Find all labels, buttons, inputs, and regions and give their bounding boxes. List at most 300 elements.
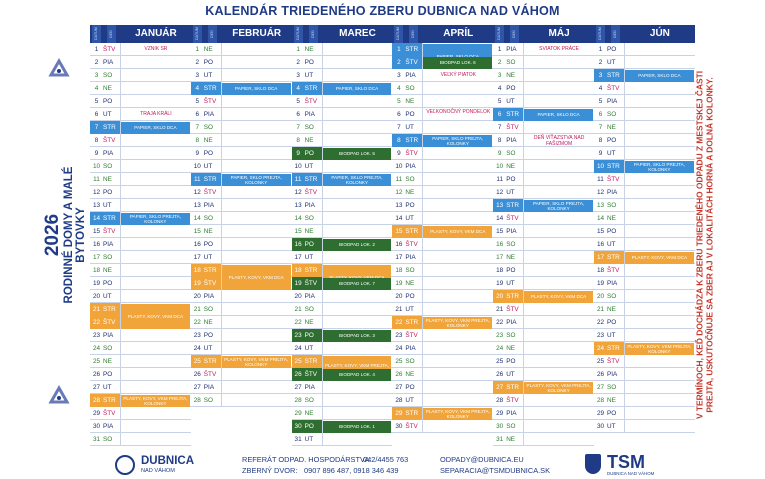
weekday-label: PO bbox=[607, 319, 617, 326]
day-number: 27 bbox=[92, 384, 101, 391]
day-row bbox=[493, 420, 594, 433]
day-number: 6 bbox=[296, 111, 300, 118]
ref-phone: 042/4455 763 bbox=[363, 455, 409, 464]
cell-divider bbox=[322, 433, 323, 446]
day-number: 23 bbox=[395, 332, 403, 339]
weekday-label: ŠTV bbox=[203, 280, 217, 287]
biowaste-event: BIODPAD LOK. 6 bbox=[423, 57, 492, 69]
day-number: 21 bbox=[496, 306, 504, 313]
weekday-label: ŠTV bbox=[405, 150, 418, 157]
day-row bbox=[392, 199, 493, 212]
day-number: 26 bbox=[193, 371, 201, 378]
day-row bbox=[191, 69, 292, 82]
day-row bbox=[191, 134, 292, 147]
day-number: 22 bbox=[92, 319, 101, 326]
cell-divider bbox=[221, 147, 222, 160]
cell-divider bbox=[422, 173, 423, 186]
tsm-name: TSM bbox=[607, 452, 645, 472]
day-number: 10 bbox=[395, 163, 403, 170]
plastic-metal-event: PLASTY, KOVY, VKM DCA bbox=[524, 291, 593, 303]
day-number: 2 bbox=[397, 59, 401, 66]
weekday-label: UT bbox=[607, 332, 616, 339]
cell-divider bbox=[221, 225, 222, 238]
weekday-label: ŠTV bbox=[506, 124, 519, 131]
right-note-line-2: PREJTA, USKUTOČŇUJE SA ZBER AJ V LOKALITÁCH HORNÁ A DOLNÁ KOLONKY. bbox=[704, 77, 714, 413]
day-row bbox=[90, 173, 191, 186]
cell-divider bbox=[221, 394, 222, 407]
holiday-note: VEĽKONOČNÝ PONDELOK bbox=[426, 108, 491, 115]
day-number: 19 bbox=[596, 280, 605, 287]
weekday-label: PIA bbox=[506, 319, 517, 326]
day-number: 12 bbox=[92, 189, 101, 196]
weekday-label: UT bbox=[203, 163, 213, 170]
weekday-label: PIA bbox=[506, 46, 517, 53]
weekday-label: SO bbox=[405, 85, 415, 92]
day-row bbox=[292, 407, 393, 420]
cell-divider bbox=[422, 82, 423, 95]
cell-divider bbox=[422, 381, 423, 394]
day-row bbox=[392, 121, 493, 134]
day-row bbox=[493, 121, 594, 134]
day-row bbox=[594, 43, 695, 56]
weekday-label: NE bbox=[405, 371, 415, 378]
cell-divider bbox=[422, 394, 423, 407]
day-number: 16 bbox=[395, 241, 403, 248]
day-number: 11 bbox=[395, 176, 403, 183]
day-number: 1 bbox=[94, 46, 99, 53]
cell-divider bbox=[422, 95, 423, 108]
day-row bbox=[90, 199, 191, 212]
cell-divider bbox=[120, 381, 121, 394]
day-row bbox=[594, 173, 695, 186]
cell-divider bbox=[523, 251, 524, 264]
city-crest-icon bbox=[115, 455, 135, 475]
weekday-label: UT bbox=[304, 436, 314, 443]
cell-divider bbox=[624, 303, 625, 316]
day-row bbox=[292, 121, 393, 134]
cell-divider bbox=[120, 186, 121, 199]
holiday-note: SVIATOK PRÁCE bbox=[539, 46, 579, 52]
day-row bbox=[90, 251, 191, 264]
cell-divider bbox=[624, 147, 625, 160]
cell-divider bbox=[120, 108, 121, 121]
day-number: 9 bbox=[296, 150, 300, 157]
day-number: 29 bbox=[92, 410, 101, 417]
cell-divider bbox=[523, 355, 524, 368]
day-row bbox=[90, 56, 191, 69]
day-number: 20 bbox=[294, 293, 302, 300]
weekday-label: STR bbox=[203, 85, 217, 92]
day-number: 27 bbox=[193, 384, 201, 391]
weekday-label: UT bbox=[607, 59, 616, 66]
weekday-label: SO bbox=[405, 176, 415, 183]
day-number: 1 bbox=[497, 46, 502, 53]
weekday-label: UT bbox=[304, 72, 314, 79]
weekday-label: UT bbox=[506, 371, 515, 378]
day-number: 5 bbox=[598, 98, 603, 105]
cell-divider bbox=[422, 420, 423, 433]
day-number: 15 bbox=[596, 228, 605, 235]
cell-divider bbox=[120, 238, 121, 251]
month-name: JANUÁR bbox=[135, 28, 177, 39]
cell-divider bbox=[422, 264, 423, 277]
day-row bbox=[90, 134, 191, 147]
day-row bbox=[594, 238, 695, 251]
day-row bbox=[191, 225, 292, 238]
cell-divider bbox=[322, 160, 323, 173]
cell-divider bbox=[624, 407, 625, 420]
day-row bbox=[594, 108, 695, 121]
cell-divider bbox=[120, 355, 121, 368]
day-number: 17 bbox=[596, 254, 605, 261]
cell-divider bbox=[221, 43, 222, 56]
biowaste-event: BIODPAD LOK. 5 bbox=[323, 148, 392, 160]
weekday-label: NE bbox=[607, 124, 616, 131]
weekday-label: NE bbox=[203, 228, 213, 235]
weekday-label: SO bbox=[203, 124, 214, 131]
day-row bbox=[392, 95, 493, 108]
weekday-label: PIA bbox=[203, 293, 215, 300]
weekday-label: SO bbox=[203, 306, 214, 313]
cell-divider bbox=[422, 108, 423, 121]
cell-divider bbox=[422, 342, 423, 355]
weekday-label: ŠTV bbox=[304, 280, 318, 287]
day-number: 18 bbox=[496, 267, 504, 274]
day-row bbox=[191, 212, 292, 225]
weekday-label: SO bbox=[203, 215, 214, 222]
day-number: 3 bbox=[296, 72, 300, 79]
day-number: 31 bbox=[92, 436, 101, 443]
cell-divider bbox=[322, 342, 323, 355]
day-number: 5 bbox=[195, 98, 200, 105]
day-row bbox=[292, 303, 393, 316]
cell-divider bbox=[322, 381, 323, 394]
day-row bbox=[594, 212, 695, 225]
day-number: 24 bbox=[496, 345, 504, 352]
weekday-label: PIA bbox=[304, 384, 315, 391]
weekday-label: UT bbox=[506, 280, 515, 287]
weekday-label: STR bbox=[103, 124, 116, 131]
weekday-label: PIA bbox=[506, 410, 517, 417]
header-date-label: DÁTUM bbox=[193, 25, 202, 43]
cell-divider bbox=[624, 82, 625, 95]
cell-divider bbox=[523, 394, 524, 407]
weekday-label: ŠTV bbox=[304, 371, 318, 378]
day-row bbox=[594, 264, 695, 277]
weekday-label: ŠTV bbox=[506, 397, 519, 404]
day-row bbox=[493, 316, 594, 329]
weekday-label: NE bbox=[103, 85, 112, 92]
weekday-label: PIA bbox=[103, 150, 114, 157]
weekday-label: ŠTV bbox=[203, 371, 217, 378]
day-number: 20 bbox=[496, 293, 504, 300]
day-number: 14 bbox=[496, 215, 504, 222]
day-number: 2 bbox=[94, 59, 99, 66]
day-number: 20 bbox=[92, 293, 101, 300]
cell-divider bbox=[624, 394, 625, 407]
weekday-label: NE bbox=[203, 137, 213, 144]
weekday-label: NE bbox=[304, 137, 314, 144]
weekday-label: ŠTV bbox=[506, 306, 519, 313]
cell-divider bbox=[624, 355, 625, 368]
day-number: 11 bbox=[93, 176, 100, 183]
day-row bbox=[594, 394, 695, 407]
day-row bbox=[493, 368, 594, 381]
cell-divider bbox=[322, 186, 323, 199]
weekday-label: UT bbox=[607, 423, 616, 430]
cell-divider bbox=[624, 108, 625, 121]
weekday-label: SO bbox=[103, 163, 113, 170]
day-row bbox=[90, 238, 191, 251]
weekday-label: UT bbox=[203, 72, 213, 79]
plastic-metal-event: PLASTY, KOVY, VKM DCA bbox=[625, 252, 694, 264]
weekday-label: UT bbox=[203, 345, 213, 352]
cell-divider bbox=[322, 199, 323, 212]
cell-divider bbox=[422, 277, 423, 290]
day-row bbox=[191, 238, 292, 251]
day-number: 22 bbox=[294, 319, 302, 326]
day-row bbox=[392, 238, 493, 251]
day-row bbox=[90, 420, 191, 433]
day-row bbox=[392, 82, 493, 95]
cell-divider bbox=[624, 420, 625, 433]
day-row bbox=[594, 381, 695, 394]
ref-label: REFERÁT ODPAD. HOSPODÁRSTVA: bbox=[242, 455, 372, 464]
right-note bbox=[690, 40, 720, 450]
day-number: 8 bbox=[94, 137, 99, 144]
weekday-label: UT bbox=[103, 384, 112, 391]
day-number: 13 bbox=[395, 202, 403, 209]
day-row bbox=[594, 199, 695, 212]
month-column bbox=[594, 25, 695, 450]
cell-divider bbox=[523, 277, 524, 290]
weekday-label: SO bbox=[304, 215, 314, 222]
day-number: 3 bbox=[598, 72, 603, 79]
cell-divider bbox=[322, 134, 323, 147]
day-number: 13 bbox=[193, 202, 201, 209]
cell-divider bbox=[322, 303, 323, 316]
day-row bbox=[191, 186, 292, 199]
header-date-label: DÁTUM bbox=[92, 25, 101, 43]
day-row bbox=[292, 212, 393, 225]
day-row bbox=[392, 160, 493, 173]
paper-glass-event: PAPIER, SKLO DCA bbox=[323, 83, 392, 95]
cell-divider bbox=[120, 134, 121, 147]
cell-divider bbox=[422, 368, 423, 381]
cell-divider bbox=[120, 225, 121, 238]
day-number: 19 bbox=[92, 280, 101, 287]
day-number: 14 bbox=[294, 215, 302, 222]
day-number: 10 bbox=[92, 163, 101, 170]
day-row bbox=[392, 264, 493, 277]
day-row bbox=[191, 303, 292, 316]
day-number: 4 bbox=[296, 85, 300, 92]
cell-divider bbox=[523, 238, 524, 251]
weekday-label: STR bbox=[405, 410, 419, 417]
day-number: 30 bbox=[294, 423, 302, 430]
cell-divider bbox=[523, 121, 524, 134]
day-row bbox=[392, 186, 493, 199]
cell-divider bbox=[322, 69, 323, 82]
paper-glass-event: PAPIER, SKLO PREJTA, KOLONKY bbox=[625, 161, 694, 173]
weekday-label: SO bbox=[607, 384, 617, 391]
month-name: MÁJ bbox=[548, 28, 570, 39]
day-number: 20 bbox=[596, 293, 605, 300]
day-number: 21 bbox=[596, 306, 605, 313]
weekday-label: ŠTV bbox=[103, 319, 116, 326]
cell-divider bbox=[422, 238, 423, 251]
day-number: 4 bbox=[195, 85, 200, 92]
page-title: KALENDÁR TRIEDENÉHO ZBERU DUBNICA NAD VÁHOM bbox=[205, 4, 560, 18]
weekday-label: STR bbox=[103, 306, 116, 313]
day-number: 16 bbox=[496, 241, 504, 248]
weekday-label: STR bbox=[506, 202, 519, 209]
weekday-label: STR bbox=[607, 72, 620, 79]
weekday-label: SO bbox=[304, 397, 314, 404]
day-number: 14 bbox=[395, 215, 403, 222]
plastic-metal-event: PLASTY, KOVY, VKM DCA bbox=[423, 226, 492, 238]
weekday-label: PO bbox=[304, 423, 314, 430]
weekday-label: UT bbox=[304, 254, 314, 261]
weekday-label: PO bbox=[203, 150, 214, 157]
day-number: 13 bbox=[596, 202, 605, 209]
day-number: 4 bbox=[497, 85, 502, 92]
cell-divider bbox=[120, 420, 121, 433]
biowaste-event: BIODPAD LOK. 2 bbox=[323, 239, 392, 251]
weekday-label: NE bbox=[607, 397, 616, 404]
cell-divider bbox=[624, 225, 625, 238]
cell-divider bbox=[624, 56, 625, 69]
day-number: 25 bbox=[395, 358, 403, 365]
day-row bbox=[292, 381, 393, 394]
email-separacia: SEPARACIA@TSMDUBNICA.SK bbox=[440, 466, 551, 475]
weekday-label: PO bbox=[203, 332, 214, 339]
weekday-label: STR bbox=[203, 176, 217, 183]
day-row bbox=[292, 186, 393, 199]
day-row bbox=[493, 394, 594, 407]
paper-glass-event: PAPIER, SKLO PREJTA, KOLONKY bbox=[222, 174, 291, 186]
day-number: 2 bbox=[296, 59, 300, 66]
day-number: 17 bbox=[496, 254, 504, 261]
day-row bbox=[594, 303, 695, 316]
day-row bbox=[594, 56, 695, 69]
day-row bbox=[392, 342, 493, 355]
cell-divider bbox=[624, 199, 625, 212]
day-row bbox=[392, 381, 493, 394]
day-row bbox=[493, 82, 594, 95]
cell-divider bbox=[523, 43, 524, 56]
day-number: 5 bbox=[94, 98, 99, 105]
cell-divider bbox=[120, 147, 121, 160]
day-number: 30 bbox=[395, 423, 403, 430]
header-day-label: DEŇ bbox=[510, 25, 519, 43]
dubnica-sub: NAD VÁHOM bbox=[141, 468, 175, 474]
zberny-phone: 0907 896 487, 0918 346 439 bbox=[304, 466, 399, 475]
cell-divider bbox=[221, 121, 222, 134]
cell-divider bbox=[422, 212, 423, 225]
day-number: 23 bbox=[92, 332, 101, 339]
day-row bbox=[90, 264, 191, 277]
cell-divider bbox=[523, 433, 524, 446]
day-number: 5 bbox=[296, 98, 300, 105]
day-number: 25 bbox=[496, 358, 504, 365]
weekday-label: NE bbox=[506, 436, 516, 443]
cell-divider bbox=[523, 134, 524, 147]
day-number: 8 bbox=[397, 137, 401, 144]
weekday-label: NE bbox=[103, 176, 112, 183]
day-row bbox=[594, 95, 695, 108]
day-number: 27 bbox=[596, 384, 605, 391]
cell-divider bbox=[120, 277, 121, 290]
cell-divider bbox=[523, 160, 524, 173]
weekday-label: SO bbox=[103, 72, 113, 79]
weekday-label: SO bbox=[506, 423, 516, 430]
day-number: 12 bbox=[496, 189, 504, 196]
month-header bbox=[191, 25, 292, 43]
weekday-label: UT bbox=[405, 215, 414, 222]
cell-divider bbox=[422, 199, 423, 212]
day-row bbox=[493, 56, 594, 69]
day-number: 1 bbox=[195, 46, 200, 53]
cell-divider bbox=[120, 433, 121, 446]
day-number: 24 bbox=[395, 345, 403, 352]
cell-divider bbox=[624, 329, 625, 342]
weekday-label: PIA bbox=[506, 137, 517, 144]
cell-divider bbox=[624, 277, 625, 290]
day-number: 27 bbox=[395, 384, 403, 391]
day-number: 9 bbox=[94, 150, 99, 157]
day-row bbox=[191, 251, 292, 264]
day-number: 29 bbox=[496, 410, 504, 417]
day-number: 5 bbox=[497, 98, 502, 105]
day-row bbox=[292, 134, 393, 147]
weekday-label: PO bbox=[103, 371, 113, 378]
cell-divider bbox=[322, 407, 323, 420]
cell-divider bbox=[624, 95, 625, 108]
weekday-label: ŠTV bbox=[103, 46, 116, 53]
day-row bbox=[594, 355, 695, 368]
weekday-label: PO bbox=[506, 358, 516, 365]
paper-glass-event: PAPIER, SKLO PREJTA, KOLONKY bbox=[121, 213, 190, 225]
weekday-label: PIA bbox=[607, 280, 618, 287]
day-row bbox=[594, 277, 695, 290]
weekday-label: PIA bbox=[405, 163, 416, 170]
day-number: 17 bbox=[92, 254, 101, 261]
weekday-label: PO bbox=[203, 241, 214, 248]
weekday-label: SO bbox=[506, 59, 516, 66]
weekday-label: ŠTV bbox=[405, 59, 418, 66]
day-number: 30 bbox=[496, 423, 504, 430]
day-row bbox=[392, 355, 493, 368]
day-row bbox=[90, 147, 191, 160]
day-number: 14 bbox=[596, 215, 605, 222]
cell-divider bbox=[221, 186, 222, 199]
month-header bbox=[90, 25, 191, 43]
day-row bbox=[191, 290, 292, 303]
day-number: 25 bbox=[294, 358, 302, 365]
cell-divider bbox=[322, 95, 323, 108]
day-number: 19 bbox=[395, 280, 403, 287]
cell-divider bbox=[624, 316, 625, 329]
day-row bbox=[292, 342, 393, 355]
day-number: 13 bbox=[496, 202, 504, 209]
weekday-label: STR bbox=[506, 293, 519, 300]
weekday-label: SO bbox=[506, 241, 516, 248]
day-row bbox=[392, 212, 493, 225]
day-row bbox=[191, 199, 292, 212]
month-name: APRÍL bbox=[443, 28, 474, 39]
weekday-label: NE bbox=[506, 72, 516, 79]
